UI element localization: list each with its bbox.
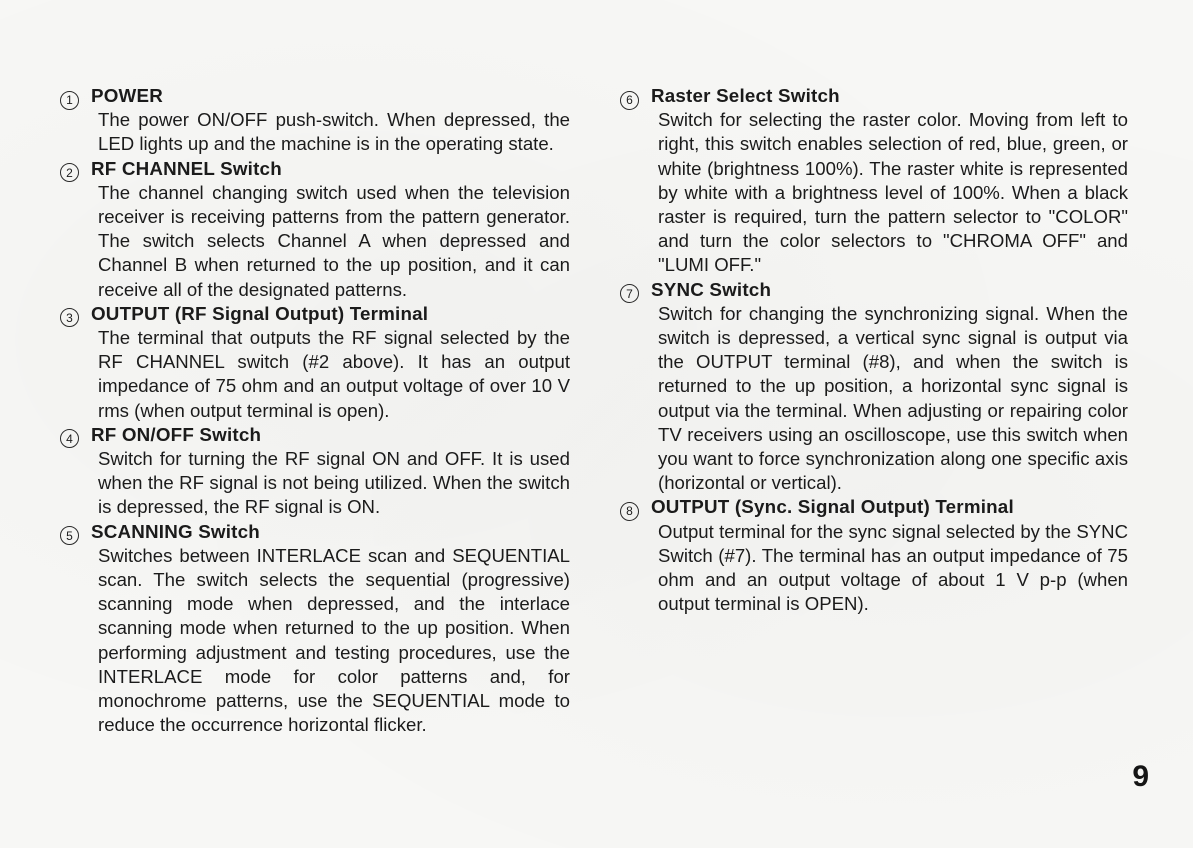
section-title: OUTPUT (Sync. Signal Output) Terminal	[651, 496, 1014, 518]
section-heading	[60, 157, 570, 181]
section-heading	[60, 520, 570, 544]
section-body: Switch for selecting the raster color. Moving from left to right, this switch enables selection of red, blue, green, or white (brightness 100%). The raster white is represented by white with a brightness level of 100%. When a black raster is required, turn the pattern selector to "COLOR" and turn the color selectors to "CHROMA OFF" and "LUMI OFF."	[658, 109, 1128, 276]
section-title: POWER	[91, 85, 163, 106]
section-heading	[60, 84, 570, 108]
section-heading	[620, 495, 1128, 519]
section-heading	[60, 423, 570, 447]
section-heading	[60, 302, 570, 326]
section-rf-channel-switch	[60, 157, 570, 302]
section-raster-select-switch	[620, 84, 1128, 278]
section-number: 6	[620, 91, 639, 110]
section-body: The terminal that outputs the RF signal selected by the RF CHANNEL switch (#2 above). It has an output impedance of 75 ohm and an output voltage of over 10 V rms (when output terminal is open).	[98, 327, 570, 421]
section-heading	[620, 84, 1128, 108]
section-body: The channel changing switch used when the television receiver is receiving patterns from the pattern generator. The switch selects Channel A when depressed and Channel B when returned to the up position, and it can receive all of the designated patterns.	[98, 181, 570, 300]
section-scanning-switch	[60, 520, 570, 738]
section-number: 8	[620, 502, 639, 521]
section-number: 4	[60, 429, 79, 448]
section-rf-output-terminal	[60, 302, 570, 423]
section-title: SCANNING Switch	[91, 520, 260, 542]
section-number: 1	[60, 91, 79, 110]
section-body: Switch for turning the RF signal ON and OFF. It is used when the RF signal is not being utilized. When the switch is depressed, the RF signal is ON.	[98, 448, 570, 518]
page-number: 9	[1132, 760, 1149, 793]
section-body: Output terminal for the sync signal selected by the SYNC Switch (#7). The terminal has an output impedance of 75 ohm and an output voltage of about 1 V p-p (when output terminal is OPEN).	[658, 520, 1128, 615]
section-body: The power ON/OFF push-switch. When depressed, the LED lights up and the machine is in the operating state.	[98, 109, 570, 155]
section-power	[60, 84, 570, 157]
left-column	[60, 84, 570, 737]
section-title: SYNC Switch	[651, 278, 772, 300]
section-sync-output-terminal	[620, 495, 1128, 616]
section-body: Switches between INTERLACE scan and SEQUENTIAL scan. The switch selects the sequential (progressive) scanning mode when depressed, and the interlace scanning mode when returned to the up position. When performing adjustment and testing procedures, use the INTERLACE mode for color patterns and, for monochrome patterns, use the SEQUENTIAL mode to reduce the occurrence horizontal flicker.	[98, 544, 570, 736]
section-number: 5	[60, 526, 79, 545]
section-body: Switch for changing the synchronizing signal. When the switch is depressed, a vertical sync signal is output via the OUTPUT terminal (#8), and when the switch is returned to the up position, a horizontal sync signal is output via the terminal. When adjusting or repairing color TV receivers using an oscilloscope, use this switch when you want to force synchronization along one specific axis (horizontal or vertical).	[658, 302, 1128, 494]
right-column	[620, 84, 1128, 616]
section-number: 3	[60, 308, 79, 327]
section-sync-switch	[620, 278, 1128, 496]
section-title: RF ON/OFF Switch	[91, 423, 262, 445]
section-number: 7	[620, 284, 639, 303]
section-rf-on-off-switch	[60, 423, 570, 520]
section-title: OUTPUT (RF Signal Output) Terminal	[91, 302, 429, 324]
section-title: RF CHANNEL Switch	[91, 157, 282, 179]
section-number: 2	[60, 163, 79, 182]
section-title: Raster Select Switch	[651, 85, 840, 106]
section-heading	[620, 278, 1128, 302]
